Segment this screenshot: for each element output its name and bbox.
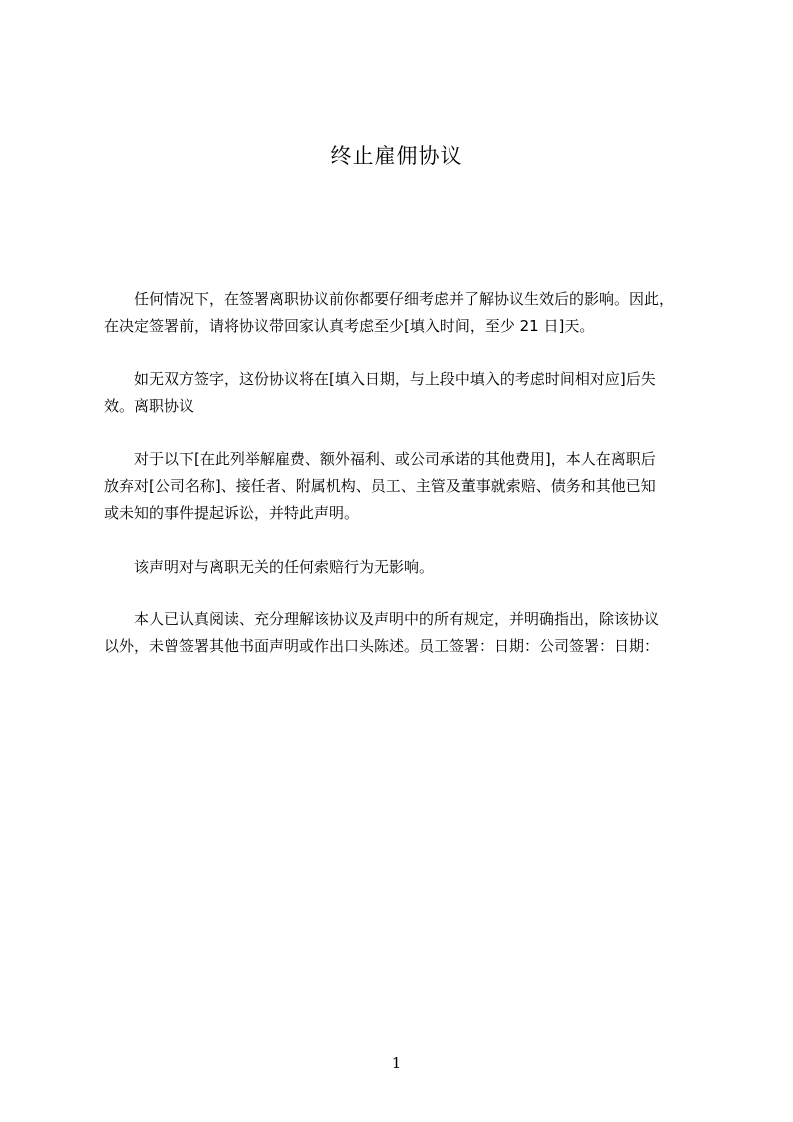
paragraph-line: 或未知的事件提起诉讼，并特此声明。	[104, 504, 360, 522]
paragraph-consideration	[104, 286, 704, 340]
paragraph-line: 放弃对[公司名称]、接任者、附属机构、员工、主管及董事就索赔、债务和其他已知	[104, 477, 656, 495]
paragraph-line: 如无双方签字，这份协议将在[填入日期，与上段中填入的考虑时间相对应]后失	[104, 370, 656, 388]
document-title: 终止雇佣协议	[330, 144, 463, 168]
paragraph-line: 本人已认真阅读、充分理解该协议及声明中的所有规定，并明确指出，除该协议	[104, 610, 660, 628]
paragraph-acknowledgement	[104, 606, 704, 660]
paragraph-line: 效。离职协议	[104, 397, 195, 415]
paragraph-waiver	[104, 446, 704, 527]
paragraph-line: 在决定签署前，请将协议带回家认真考虑至少[填入时间，至少 21 日]天。	[104, 317, 595, 335]
paragraph-line: 该声明对与离职无关的任何索赔行为无影响。	[104, 558, 435, 576]
paragraph-line: 对于以下[在此列举解雇费、额外福利、或公司承诺的其他费用]，本人在离职后	[104, 450, 656, 468]
paragraph-line: 以外，未曾签署其他书面声明或作出口头陈述。员工签署：日期：公司签署：日期：	[104, 637, 660, 655]
page-number: 1	[391, 1054, 402, 1072]
paragraph-expiry	[104, 366, 704, 420]
paragraph-scope	[104, 554, 704, 581]
paragraph-line: 任何情况下，在签署离职协议前你都要仔细考虑并了解协议生效后的影响。因此，	[104, 290, 675, 308]
